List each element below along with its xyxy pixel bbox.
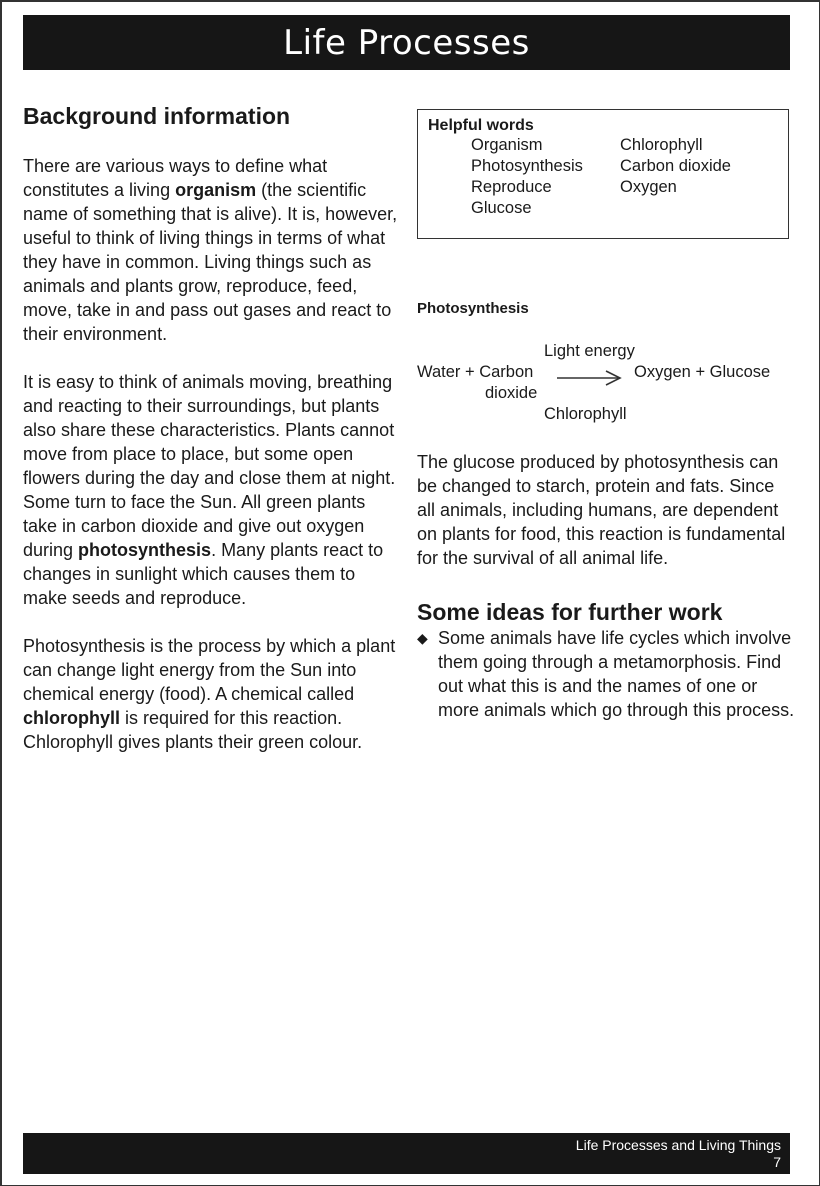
photosynthesis-heading: Photosynthesis: [417, 300, 529, 317]
paragraph: [23, 370, 403, 610]
page-title: Life Processes: [283, 22, 530, 63]
products-label: Oxygen + Glucose: [634, 363, 771, 381]
paragraph: [23, 154, 403, 346]
page-number: 7: [773, 1154, 781, 1170]
glucose-paragraph: The glucose produced by photosynthesis can be changed to starch, protein and fats. Since all animals, including humans, are dependent on plants for food, this reaction is fundamental for the survival of all animal life.: [417, 452, 786, 568]
footer-bar: [23, 1133, 790, 1174]
reactants-label-continued: dioxide: [485, 384, 538, 402]
further-work-heading: Some ideas for further work: [417, 599, 723, 625]
paragraph: [23, 634, 403, 754]
helpful-word: Glucose: [471, 199, 532, 217]
light-energy-label: Light energy: [544, 342, 635, 360]
diamond-bullet-icon: ◆: [417, 630, 428, 646]
text: There are various ways to define what constitutes a living: [23, 156, 328, 200]
text: Photosynthesis is the process by which a plant can change light energy from the Sun into chemical energy (food). A chemical called: [23, 636, 396, 704]
helpful-word: Oxygen: [620, 178, 677, 196]
helpful-words-column-1: [471, 135, 620, 219]
reactants-label: Water + Carbon: [417, 363, 534, 381]
keyword-photosynthesis: photosynthesis: [78, 540, 212, 560]
helpful-word: Organism: [471, 136, 543, 154]
background-section: [23, 100, 403, 778]
chlorophyll-label: Chlorophyll: [544, 405, 627, 423]
title-bar: [23, 15, 790, 70]
text: is required for this reaction. Chlorophyll gives plants their green colour.: [23, 708, 363, 752]
helpful-word: Chlorophyll: [620, 136, 703, 154]
arrow-icon: [556, 370, 622, 386]
helpful-word: Photosynthesis: [471, 157, 583, 175]
keyword-organism: organism: [175, 180, 257, 200]
keyword-chlorophyll: chlorophyll: [23, 708, 121, 728]
helpful-words-heading: Helpful words: [428, 117, 534, 134]
text: It is easy to think of animals moving, breathing and reacting to their surroundings, but plants also share these characteristics. Plants cannot move from place to place, but some open flowers during the day and close them at night. Some turn to face the Sun. All green plants take in carbon dioxide and give out oxygen during: [23, 372, 396, 560]
text: . Many plants react to changes in sunlight which causes them to make seeds and reproduce.: [23, 540, 384, 608]
footer-text: Life Processes and Living Things: [575, 1137, 781, 1153]
background-heading: Background information: [23, 103, 291, 129]
helpful-word: Carbon dioxide: [620, 157, 731, 175]
right-column-text: [417, 450, 797, 722]
photosynthesis-equation: [417, 340, 797, 430]
helpful-words-column-2: [620, 135, 731, 219]
helpful-words-box: [417, 109, 789, 239]
text: (the scientific name of something that is alive). It is, however, useful to think of living things in terms of what they have in common. Living things such as animals and plants grow, reproduce, feed, move, take in and pass out gases and react to their environment.: [23, 180, 398, 344]
helpful-word: Reproduce: [471, 178, 552, 196]
further-work-item: Some animals have life cycles which involve them going through a metamorphosis. Find out what this is and the names of one or more animals which go through this process.: [438, 628, 795, 720]
list-item: [417, 626, 797, 722]
